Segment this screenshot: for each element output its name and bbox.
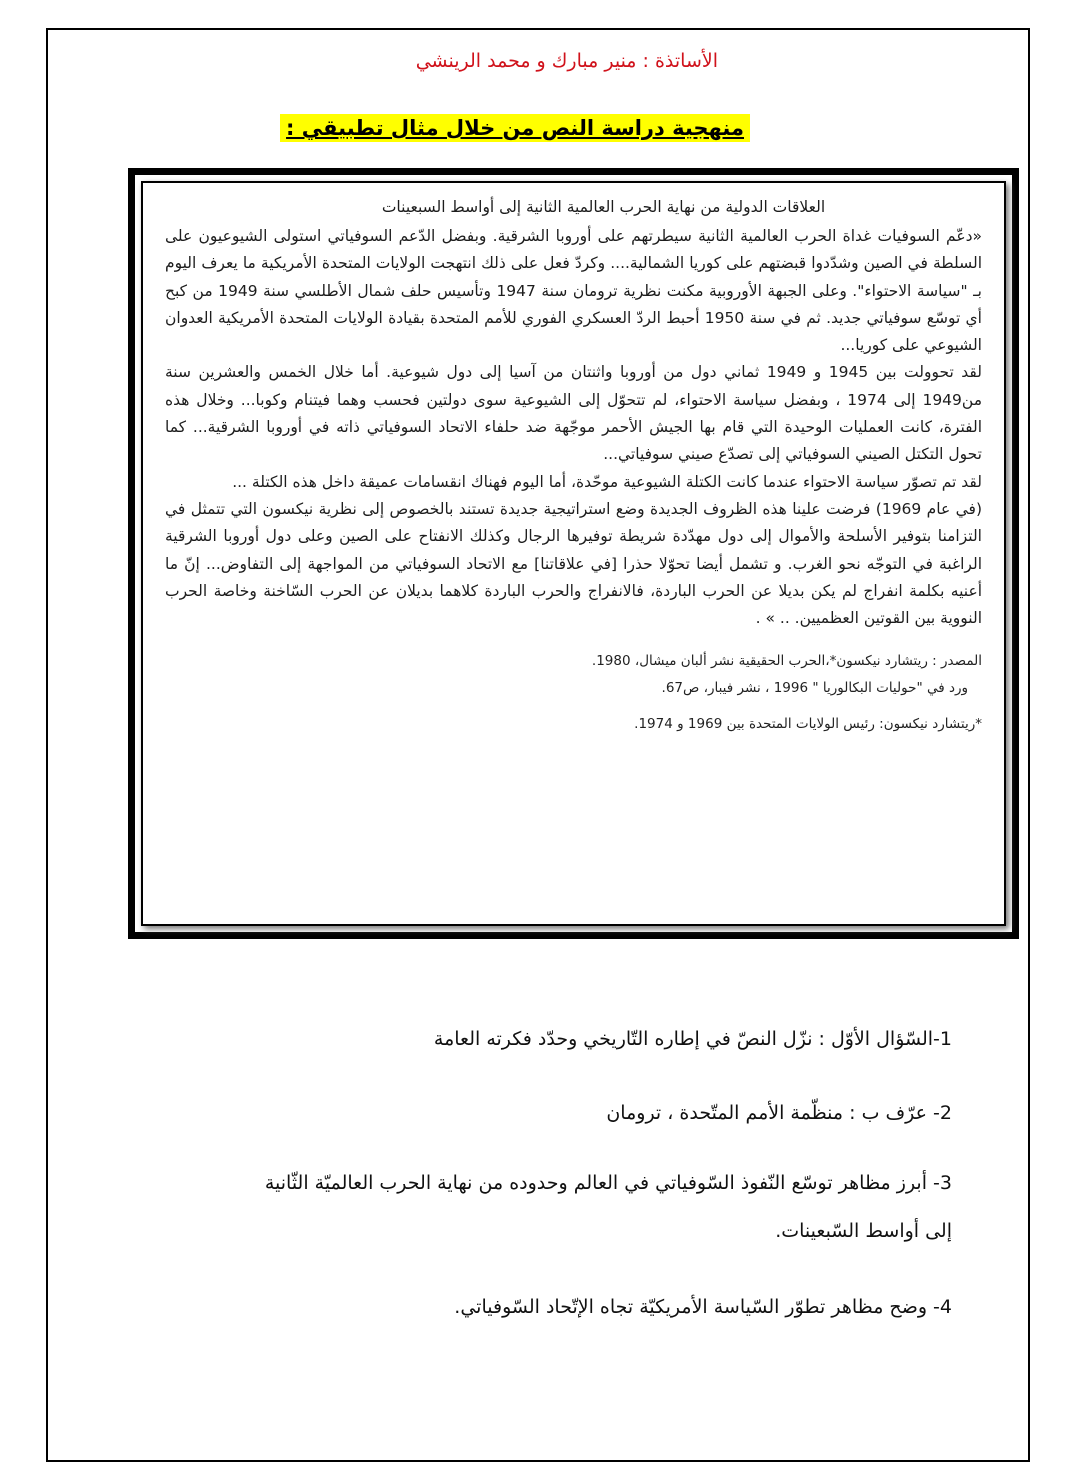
source-line-2: ورد في "حوليات البكالوريا " 1996 ، نشر فيبار، ص67. <box>661 680 968 697</box>
question-4: 4- وضح مظاهر تطوّر السّياسة الأمريكيّة تجاه الإتّحاد السّوفياتي. <box>454 1296 952 1318</box>
question-3-line-1: 3- أبرز مظاهر توسّع النّفوذ السّوفياتي في العالم وحدوده من نهاية الحرب العالميّة الثّانية <box>264 1172 952 1194</box>
passage-title: العلاقات الدولية من نهاية الحرب العالمية الثانية إلى أواسط السبعينات <box>381 198 826 216</box>
question-3-line-2: إلى أواسط السّبعينات. <box>775 1220 952 1242</box>
source-line-1: المصدر : ريتشارد نيكسون*،الحرب الحقيقية نشر ألبان ميشال، 1980. <box>591 653 982 670</box>
source-block <box>165 648 982 702</box>
passage-paragraph-3: لقد تم تصوّر سياسة الاحتواء عندما كانت الكتلة الشيوعية موحّدة، أما اليوم فهناك انقسامات عميقة داخل هذه الكتلة ... <box>232 472 982 491</box>
text-frame-inner <box>141 181 1006 926</box>
passage-paragraph-2: لقد تحوولت بين 1945 و 1949 ثماني دول من أوروبا واثنتان من آسيا إلى دول شيوعية. أما خلال الخمس والعشرين سنة من1949 إلى 1974 ، وبفضل سياسة الاحتواء، لم تتحوّل إلى الشيوعية سوى دولتين فحسب وهما فيتنام وكوبا... وخلال هذه الفترة، كانت العمليات الوحيدة التي قام بها الجيش الأحمر موجّهة ضد حلفاء الاتحاد السوفياتي ذاته في أوروبا الشرقية... كما تحول التكتل الصيني السوفياتي إلى تصدّع صيني سوفياتي... <box>165 363 983 464</box>
question-2: 2- عرّف ب : منظّمة الأمم المتّحدة ، ترومان <box>606 1102 952 1124</box>
page-heading: منهجية دراسة النص من خلال مثال تطبيقي : <box>280 114 750 142</box>
document-passage <box>165 195 982 746</box>
text-frame <box>128 168 1019 939</box>
teachers-line: الأساتذة : منير مبارك و محمد الرينشي <box>415 50 718 72</box>
footnote: *ريتشارد نيكسون: رئيس الولايات المتحدة بين 1969 و 1974. <box>634 716 982 733</box>
passage-paragraph-4: (في عام 1969) فرضت علينا هذه الظروف الجديدة وضع استراتيجية جديدة تستند بالخصوص إلى نظرية نيكسون التي تتمثل في التزامنا بتوفير الأسلحة والأموال إلى دول مهدّدة شريطة توفيرها الرجال وكذلك الانفتاح على الصين وعلى دول أوروبا الشرقية الراغبة في التوجّه نحو الغرب. و تشمل أيضا تحوّلا حذرا [في علاقاتنا] مع الاتحاد السوفياتي من المواجهة إلى التفاوض... إنّ ما أعنيه بكلمة انفراج لم يكن بديلا عن الحرب الباردة، فالانفراج والحرب الباردة كلاهما بديلان عن الحرب السّاخنة وخاصة الحرب النووية بين القوتين العظميين. .. » . <box>165 499 982 628</box>
question-1: 1-السّؤال الأوّل : نزّل النصّ في إطاره التّاريخي وحدّد فكرته العامة <box>433 1028 952 1050</box>
passage-paragraph-1: «دعّم السوفيات غداة الحرب العالمية الثانية سيطرتهم على أوروبا الشرقية. وبفضل الدّعم السوفياتي استولى الشيوعيون على السلطة في الصين وشدّدوا قبضتهم على كوريا الشمالية.... وكردّ فعل على ذلك انتهجت الولايات المتحدة الأمريكية ما يعرف اليوم بـ "سياسة الاحتواء". وعلى الجبهة الأوروبية مكنت نظرية ترومان سنة 1947 وتأسيس حلف شمال الأطلسي سنة 1949 من كبح أي توسّع سوفياتي جديد. ثم في سنة 1950 أحبط الردّ العسكري الفوري للأمم المتحدة بقيادة الولايات المتحدة الأمريكية العدوان الشيوعي على كوريا... <box>165 227 982 355</box>
